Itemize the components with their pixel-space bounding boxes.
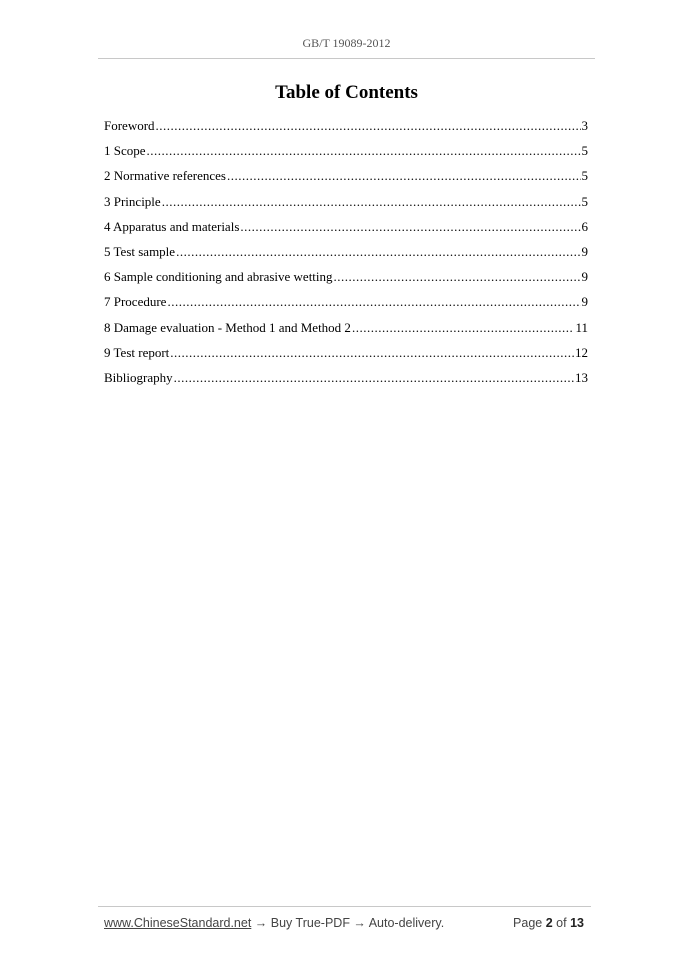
toc-entry-page: 13	[575, 369, 588, 385]
site-link[interactable]: www.ChineseStandard.net	[104, 916, 252, 930]
toc-entry-label: 6 Sample conditioning and abrasive wetting	[104, 269, 333, 285]
dot-leader	[156, 118, 581, 134]
toc-entry-test-sample[interactable]	[104, 244, 588, 269]
toc-list	[104, 118, 588, 395]
toc-entry-apparatus-and-materials[interactable]	[104, 219, 588, 244]
toc-entry-page: 5	[581, 193, 588, 209]
toc-entry-principle[interactable]	[104, 194, 588, 219]
page-word: Page	[513, 916, 543, 930]
toc-entry-page: 5	[581, 168, 588, 184]
dot-leader	[174, 370, 574, 386]
dot-leader	[227, 168, 581, 184]
toc-entry-label: 8 Damage evaluation - Method 1 and Method 2	[104, 319, 351, 335]
toc-entry-label: 5 Test sample	[104, 243, 176, 259]
toc-entry-bibliography[interactable]	[104, 370, 588, 395]
page-indicator	[513, 916, 584, 930]
toc-entry-label: 7 Procedure	[104, 294, 167, 310]
dot-leader	[334, 269, 581, 285]
toc-entry-page: 3	[581, 118, 588, 133]
dot-leader	[176, 244, 580, 260]
toc-entry-label: 1 Scope	[104, 143, 146, 159]
toc-entry-page: 12	[575, 344, 588, 360]
toc-entry-procedure[interactable]	[104, 294, 588, 319]
toc-entry-damage-evaluation[interactable]	[104, 320, 588, 345]
footer-promo	[104, 916, 444, 930]
toc-entry-page: 9	[581, 243, 588, 259]
toc-entry-label: 2 Normative references	[104, 168, 226, 184]
dot-leader	[147, 143, 581, 159]
toc-entry-page: 6	[581, 218, 588, 234]
toc-title: Table of Contents	[275, 82, 418, 103]
arrow-icon: →	[251, 916, 271, 930]
toc-entry-label: Foreword	[104, 118, 155, 133]
buy-text: Buy True-PDF	[270, 916, 350, 930]
toc-entry-label: 4 Apparatus and materials	[104, 218, 240, 234]
dot-leader	[167, 294, 580, 310]
toc-entry-label: 3 Principle	[104, 193, 161, 209]
footer-divider	[98, 906, 591, 907]
toc-entry-scope[interactable]	[104, 143, 588, 168]
toc-entry-page: 5	[581, 143, 588, 159]
toc-entry-page: 9	[581, 269, 588, 285]
toc-entry-page: 11	[575, 319, 588, 335]
total-pages-number: 13	[570, 916, 584, 930]
toc-entry-label: 9 Test report	[104, 344, 170, 360]
of-word: of	[556, 916, 567, 930]
toc-entry-sample-conditioning[interactable]	[104, 269, 588, 294]
dot-leader	[240, 219, 580, 235]
standard-code-header: GB/T 19089-2012	[302, 36, 391, 50]
delivery-text: Auto-delivery.	[368, 916, 445, 930]
toc-entry-foreword[interactable]	[104, 118, 588, 143]
toc-entry-label: Bibliography	[104, 369, 173, 385]
toc-entry-normative-references[interactable]	[104, 168, 588, 193]
arrow-icon: →	[349, 916, 369, 930]
header-divider	[98, 58, 595, 59]
toc-entry-page: 9	[581, 294, 588, 310]
toc-entry-test-report[interactable]	[104, 345, 588, 370]
dot-leader	[162, 194, 581, 210]
dot-leader	[352, 320, 575, 336]
dot-leader	[170, 345, 574, 361]
current-page-number: 2	[545, 916, 553, 930]
